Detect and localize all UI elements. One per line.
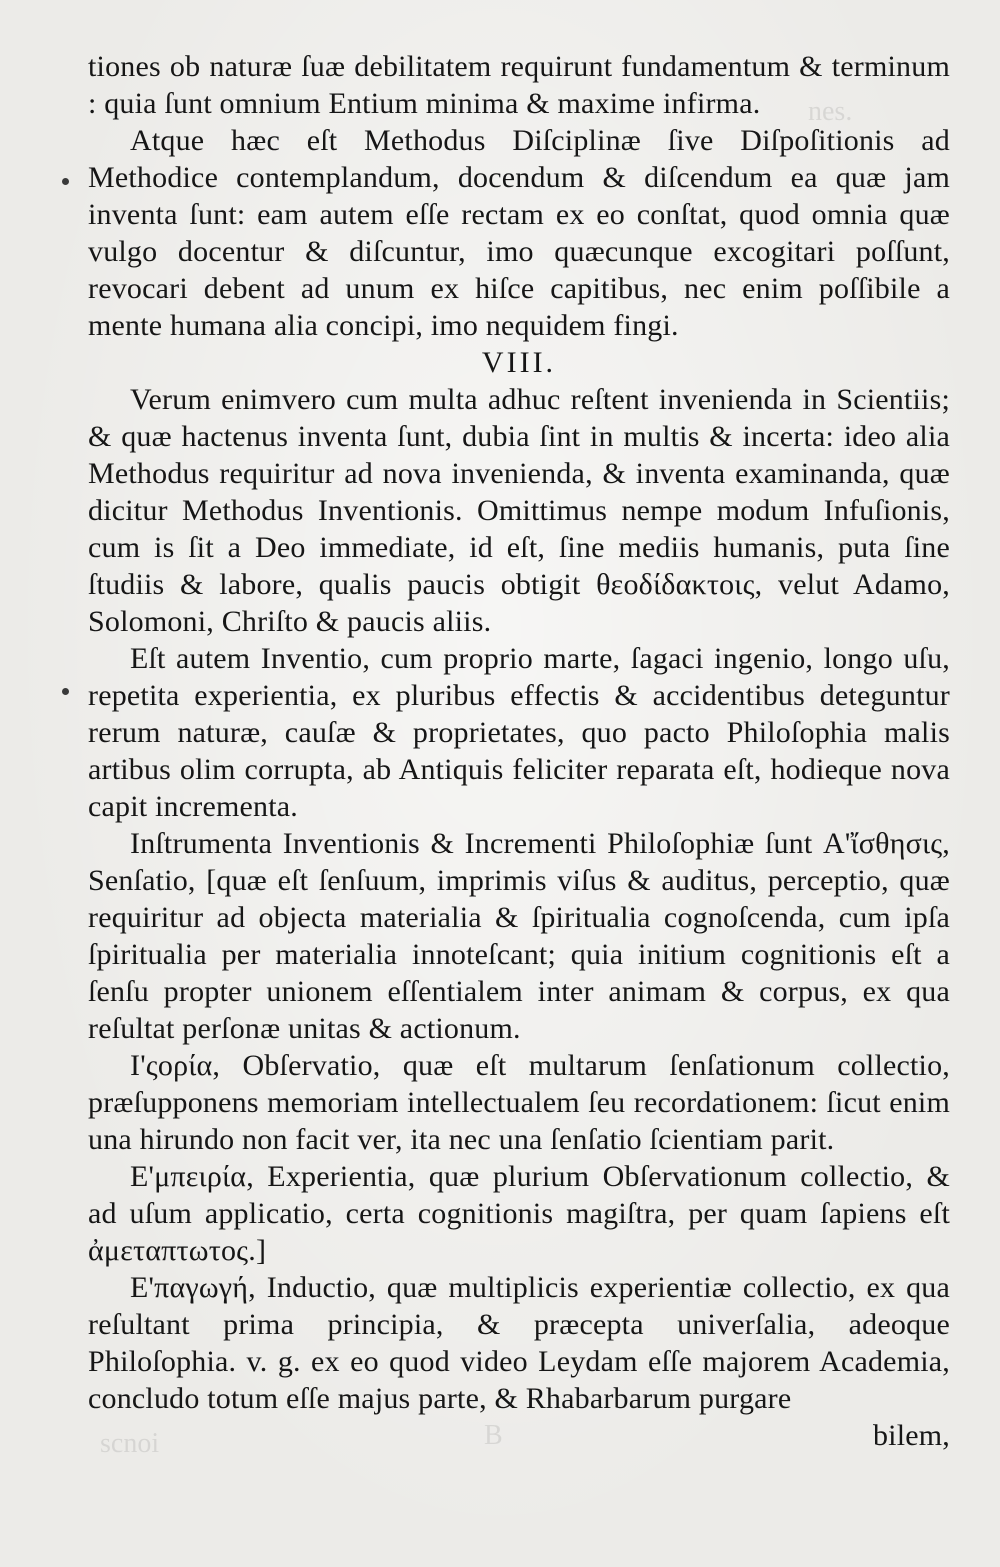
paragraph-experientia: Ε'μπειρία, Experientia, quæ plurium Obſervationum collectio, & ad uſum applicatio, certa cognitionis magiſtra, per quam ſapiens eſt ἀμεταπτωτος.] <box>88 1160 950 1267</box>
ink-speck <box>62 688 69 695</box>
page-text <box>88 48 950 1454</box>
paragraph-methodus-inventionis: Verum enimvero cum multa adhuc reſtent invenienda in Scientiis; & quæ hactenus inventa ſunt, dubia ſint in multis & incerta: ideo alia Methodus requiritur ad nova invenienda, & inventa examinanda, quæ dicitur Methodus Inventionis. Omittimus nempe modum Infuſionis, cum is ſit a Deo immediate, id eſt, ſine mediis humanis, puta ſine ſtudiis & labore, qualis paucis obtigit θεοδίδακτοις, velut Adamo, Solomoni, Chriſto & paucis aliis. <box>88 383 950 638</box>
paragraph-continuation: tiones ob naturæ ſuæ debilitatem requirunt fundamentum & terminum : quia ſunt omnium Entium minima & maxime infirma. <box>88 50 950 120</box>
bleed-through-mark: nes. <box>808 96 853 127</box>
ink-speck <box>62 178 69 185</box>
paragraph-inductio: Ε'παγωγή, Inductio, quæ multiplicis experientiæ collectio, ex qua reſultant prima principia, & præcepta univerſalia, adeoque Philoſophia. v. g. ex eo quod video Leydam eſſe majorem Academia, concludo totum eſſe majus parte, & Rhabarbarum purgare <box>88 1271 950 1415</box>
section-heading-viii: VIII. <box>481 346 557 379</box>
paragraph-final-word: bilem, <box>872 1419 950 1452</box>
paragraph-methodus-disciplinae: Atque hæc eſt Methodus Diſciplinæ ſive Diſpoſitionis ad Methodice contemplandum, docendum & diſcendum ea quæ jam inventa ſunt: eam autem eſſe rectam ex eo conſtat, quod omnia quæ vulgo docentur & diſcuntur, imo quæcunque excogitari poſſunt, revocari debent ad unum ex hiſce capitibus, nec enim poſſibile a mente humana alia concipi, imo nequidem fingi. <box>88 124 950 342</box>
bleed-through-catchword: B <box>484 1420 503 1451</box>
bleed-through-mark: scnoi <box>100 1428 160 1459</box>
paragraph-inventio: Eſt autem Inventio, cum proprio marte, ſagaci ingenio, longo uſu, repetita experientia, ex pluribus effectis & accidentibus deteguntur rerum naturæ, cauſæ & proprietates, quo pacto Philoſophia malis artibus olim corrupta, ab Antiquis feliciter reparata eſt, hodieque nova capit incrementa. <box>88 642 950 823</box>
paragraph-observatio: Ι'ςορία, Obſervatio, quæ eſt multarum ſenſationum collectio, præſupponens memoriam intellectualem ſeu recordationem: ſicut enim una hirundo non facit ver, ita nec una ſenſatio ſcientiam parit. <box>88 1049 950 1156</box>
paragraph-instrumenta: Inſtrumenta Inventionis & Incrementi Philoſophiæ ſunt Α'ἴσθησις, Senſatio, [quæ eſt ſenſuum, imprimis viſus & auditus, perceptio, quæ requiritur ad objecta materialia & ſpiritualia cognoſcenda, cum ipſa ſpiritualia per materialia innoteſcant; quia initium cognitionis eſt a ſenſu propter unionem eſſentialem inter animam & corpus, ex qua reſultat perſonæ unitas & actionum. <box>88 827 950 1045</box>
